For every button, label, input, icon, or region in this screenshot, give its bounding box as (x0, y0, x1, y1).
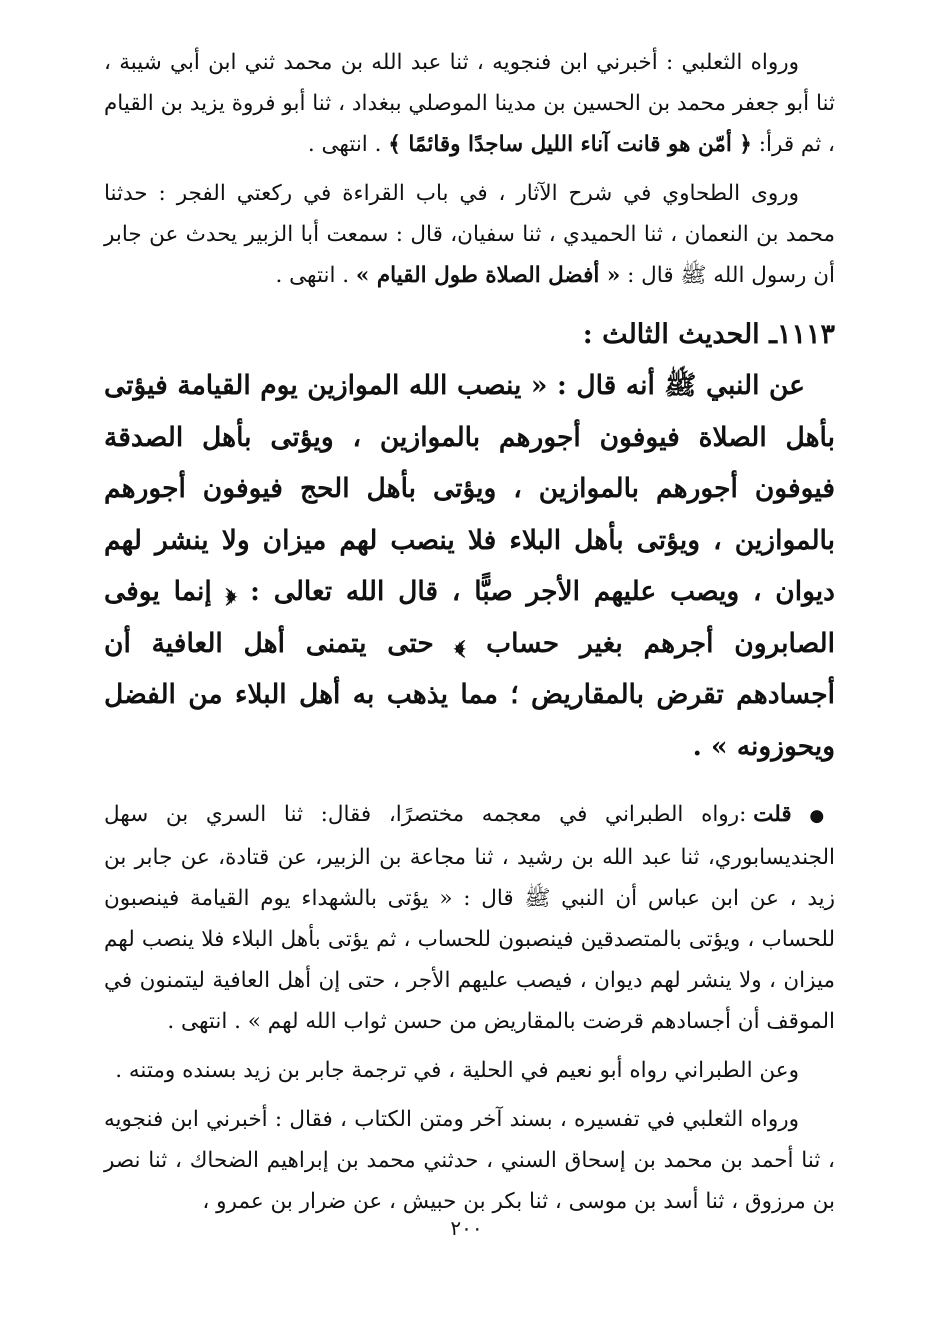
hadith-quote: « أفضل الصلاة طول القيام » (355, 263, 621, 288)
paragraph-ending: . انتهى . (275, 263, 356, 288)
paragraph-ending: . انتهى . (307, 132, 389, 157)
hadith-text: عن النبي ﷺ أنه قال : « ينصب الله الموازين يوم القيامة فيؤتى بأهل الصلاة فيوفون أجورهم بالموازين ، ويؤتى بأهل الصدقة فيوفون أجورهم بالموازين ، ويؤتى بأهل الحج فيوفون أجورهم بالموازين ، ويؤتى بأهل البلاء فلا ينصب لهم ميزان ولا ينشر لهم ديوان ، ويصب عليهم الأجر صبًّا ، قال الله تعالى : ﴿ إنما يوفى الصابرون أجرهم بغير حساب ﴾ حتى يتمنى أهل العافية أن أجسادهم تقرض بالمقاريض ؛ مما يذهب به أهل البلاء من الفضل ويحوزونه » . (104, 370, 835, 762)
note-text: :رواه الطبراني في معجمه مختصرًا، فقال: ثنا السري بن سهل الجنديسابوري، ثنا عبد الله بن رشيد ، ثنا مجاعة بن الزبير، عن قتادة، عن جابر بن زيد ، عن ابن عباس أن النبي ﷺ قال : « يؤتى بالشهداء يوم القيامة فينصبون للحساب ، ويؤتى بالمتصدقين فينصبون للحساب ، ثم يؤتى بأهل البلاء فلا ينصب لهم ميزان ، ولا ينشر لهم ديوان ، فيصب عليهم الأجر ، حتى إن أهل العافية ليتمنون في الموقف أن أجسادهم قرضت بالمقاريض من حسن ثواب الله لهم » . انتهى . (104, 802, 835, 1034)
quran-quote: ﴿ أمّن هو قانت آناء الليل ساجدًا وقائمًا ﴾ (388, 132, 752, 157)
paragraph-line-1: وروى الطحاوي في شرح الآثار ، في باب القراءة في ركعتي الفجر : حدثنا (104, 181, 799, 206)
paragraph-line-2: محمد بن النعمان ، ثنا الحميدي ، ثنا سفيان، قال : سمعت أبا الزبير يحدث عن (141, 222, 835, 247)
hadith-heading: ١١١٣ـ الحديث الثالث : (582, 319, 835, 350)
bullet-icon: ● (809, 806, 835, 826)
paragraph-line-3: جابر أن رسول الله ﷺ قال : (104, 222, 835, 288)
paragraph-thalabi-isnad (104, 42, 835, 165)
page-number: ٢٠٠ (450, 1216, 483, 1240)
paragraph-tahawi (104, 173, 835, 296)
paragraph-note (104, 794, 835, 1042)
paragraph-line-3: القيام ، ثم قرأ: (104, 91, 835, 157)
paragraph-thalabi-tafsir: ورواه الثعلبي في تفسيره ، بسند آخر ومتن الكتاب ، فقال : أخبرني ابن فنجويه ، ثنا أحمد بن محمد بن إسحاق السني ، حدثني محمد بن إبراهيم الضحاك ، ثنا نصر بن مرزوق ، ثنا أسد بن موسى ، ثنا بكر بن حبيش ، عن ضرار بن عمرو ، (104, 1107, 835, 1214)
paragraph-line-1: ورواه الثعلبي : أخبرني ابن فنجويه ، ثنا عبد الله بن محمد ثني ابن أبي شيبة ، (104, 50, 799, 75)
paragraph-tabarani: وعن الطبراني رواه أبو نعيم في الحلية ، في ترجمة جابر بن زيد بسنده ومتنه . (115, 1058, 799, 1083)
paragraph-line-2: ثنا أبو جعفر محمد بن الحسين بن مدينا الموصلي ببغداد ، ثنا أبو فروة يزيد بن (153, 91, 835, 116)
note-label: قلت (753, 802, 792, 827)
